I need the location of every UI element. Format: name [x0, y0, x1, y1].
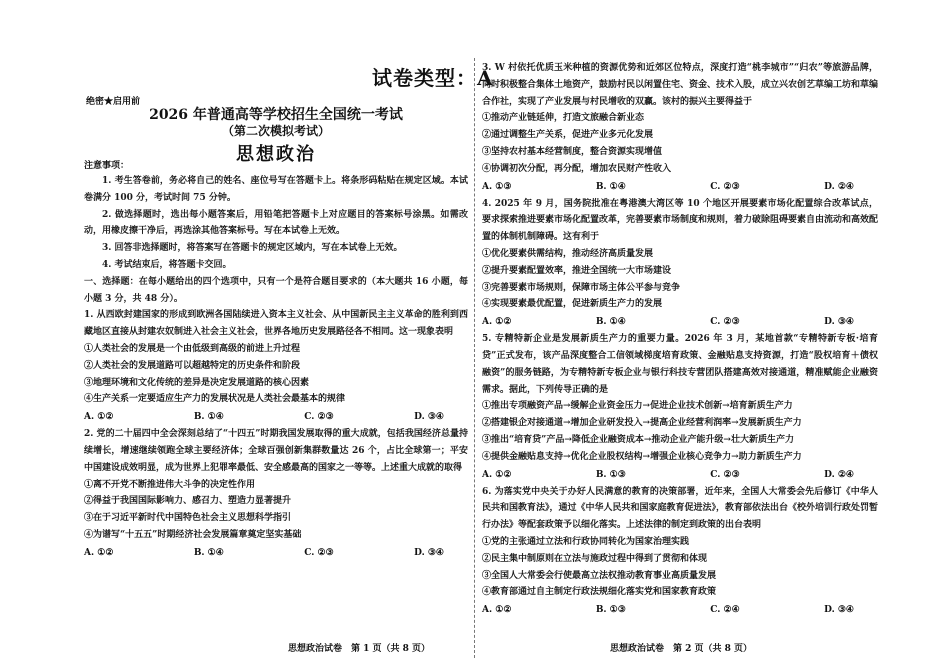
question-2-answers: [84, 544, 468, 562]
answer-choice: C. ②③: [304, 547, 334, 558]
answer-choice: C. ②④: [710, 605, 740, 616]
page-divider: [474, 58, 475, 658]
question-5-option: ③推出“培育贷”产品→降低企业融资成本→推动企业产能升级→壮大新质生产力: [482, 434, 794, 445]
question-3-option: ③坚持农村基本经营制度，整合资源实现增值: [482, 146, 663, 157]
question-1-option: ④生产关系一定要适应生产力的发展状况是人类社会最基本的规律: [84, 394, 346, 405]
exam-title: 2026 年普通高等学校招生全国统一考试: [149, 107, 403, 123]
question-5-option: ②搭建银企对接通道→增加企业研发投入→提高企业经营利润率→发展新质生产力: [482, 418, 802, 429]
question-4-option: ①优化要素供需结构，推动经济高质量发展: [482, 248, 654, 259]
question-6-stem: 6. 为落实党中央关于办好人民满意的教育的决策部署，近年来，全国人大常委会先后修订《中华人民共和国教育法》，通过《中华人民共和国家庭教育促进法》，教育部依法出台《校外培训行政处罚暂行办法》等配套政策予以细化落实。上述法律的制定到政策的出台表明: [482, 486, 879, 531]
answer-choice: A. ①②: [482, 469, 512, 480]
paper-type: 试卷类型：A: [372, 66, 494, 90]
answer-choice: D. ③④: [824, 605, 854, 616]
question-6-option: ②民主集中制原则在立法与施政过程中得到了贯彻和体现: [482, 553, 708, 564]
answer-choice: D. ③④: [414, 412, 444, 423]
question-4-option: ③完善要素市场规则，保障市场主体公平参与竞争: [482, 282, 681, 293]
question-5-stem: 5. 专精特新企业是发展新质生产力的重要力量。2026 年 3 月，某地首款“专精特新专板·培育贷”正式发布，该产品深度整合工信领域梯度培育政策、金融贴息支持资源，打造“股权培育＋债权融资”的服务链路，为专精特新专板企业与银行科技专营团队搭建高效对接通道，精准赋能企业融资需求。据此，下列传导正确的是: [482, 334, 878, 395]
answer-choice: B. ①④: [595, 317, 626, 328]
question-4-option: ④实现要素最优配置，促进新质生产力的发展: [482, 299, 663, 310]
answer-choice: D. ③④: [414, 547, 444, 558]
answer-choice: A. ①②: [84, 547, 114, 558]
question-6-option: ①党的主张通过立法和行政协同转化为国家治理实践: [482, 536, 690, 547]
question-6-option: ④教育部通过自主制定行政法规细化落实党和国家教育政策: [482, 587, 717, 598]
question-1-stem: 1. 从西欧封建国家的形成到欧洲各国陆续进入资本主义社会、从中国新民主主义革命的胜利到西藏地区直接从封建农奴制进入社会主义社会，世界各地历史发展路径各不相同。这一现象表明: [84, 310, 468, 338]
question-2-option: ③在于习近平新时代中国特色社会主义思想科学指引: [84, 513, 292, 524]
exam-subtitle: （第二次模拟考试）: [221, 124, 330, 138]
answer-choice: B. ①④: [193, 412, 224, 423]
answer-choice: B. ①③: [595, 469, 626, 480]
question-3-option: ②通过调整生产关系，促进产业多元化发展: [482, 130, 654, 141]
question-3-option: ④协调初次分配，再分配，增加农民财产性收入: [482, 163, 672, 174]
question-3-answers: [482, 178, 878, 196]
left-content: [84, 173, 468, 562]
answer-choice: D. ②④: [824, 469, 854, 480]
question-4-stem: 4. 2025 年 9 月，国务院批准在粤港澳大湾区等 10 个地区开展要素市场化配置综合改革试点，要求探索推进要素市场化配置改革，完善要素市场制度和规则，着力破除阻碍要素自由流动和高效配置的体制机制障碍。这有利于: [482, 198, 879, 243]
answer-choice: C. ②③: [710, 181, 740, 192]
answer-choice: D. ③④: [824, 317, 854, 328]
question-1-answers: [84, 408, 468, 426]
question-5-option: ④提供金融贴息支持→优化企业股权结构→增强企业核心竞争力→助力新质生产力: [482, 451, 802, 462]
question-1-option: ②人类社会的发展道路可以超越特定的历史条件和阶段: [84, 360, 301, 371]
answer-choice: B. ①④: [193, 547, 224, 558]
answer-choice: A. ①②: [482, 605, 512, 616]
question-1-option: ①人类社会的发展是一个由低级到高级的前进上升过程: [84, 343, 301, 354]
question-4-option: ②提升要素配置效率，推进全国统一大市场建设: [482, 265, 672, 276]
question-5-option: ①推出专项融资产品→缓解企业资金压力→促进企业技术创新→培育新质生产力: [482, 401, 793, 412]
question-2-option: ②得益于我国国际影响力、感召力、塑造力显著提升: [84, 496, 292, 507]
answer-choice: C. ②③: [710, 469, 740, 480]
answer-choice: A. ①②: [84, 412, 114, 423]
answer-choice: B. ①③: [595, 605, 626, 616]
page-footer-left: 思想政治试卷 第 1 页（共 8 页）: [288, 644, 431, 654]
question-2-option: ①离不开党不断推进伟大斗争的决定性作用: [84, 479, 256, 490]
question-6-answers: [482, 601, 878, 619]
question-3-option: ①推动产业链延伸，打造文旅融合新业态: [482, 113, 645, 124]
answer-choice: A. ①③: [482, 181, 512, 192]
question-2-option: ④为谱写“十五五”时期经济社会发展篇章奠定坚实基础: [84, 529, 302, 540]
notice-item: 3. 回答非选择题时，将答案写在答题卡的规定区域内，写在本试卷上无效。: [102, 243, 403, 254]
section-heading: 一、选择题：在每小题给出的四个选项中，只有一个是符合题目要求的（本大题共 16 小题，每小题 3 分，共 48 分）。: [84, 276, 468, 304]
answer-choice: D. ②④: [824, 181, 854, 192]
answer-choice: B. ①④: [595, 181, 626, 192]
question-1-option: ③地理环境和文化传统的差异是决定发展道路的核心因素: [84, 377, 310, 388]
question-3-stem: 3. W 村依托优质玉米种植的资源优势和近郊区位特点，深度打造“桃李城市”“归农”等旅游品牌，同时积极整合集体土地资产，鼓励村民以闲置住宅、资金、技术入股，成立兴农创艺草编工坊和草编合作社，实现了产业发展与村民增收的双赢。该村的振兴主要得益于: [482, 63, 879, 107]
notice-item: 4. 考试结束后，将答题卡交回。: [102, 259, 232, 270]
notice-heading: 注意事项：: [84, 161, 130, 171]
right-content: [482, 60, 878, 619]
question-2-stem: 2. 党的二十届四中全会深刻总结了“十四五”时期我国发展取得的重大成就，包括我国经济总量持续增长，增速继续领跑全球主要经济体；全球百强创新集群数量达 26 个，占比全球第一；平安中国建设成效明显，成为世界上犯罪率最低、安全感最高的国家之一等等。上述重大成就的取得: [84, 429, 468, 473]
subject-title: 思想政治: [236, 144, 316, 165]
notice-item: 2. 做选择题时，选出每小题答案后，用铅笔把答题卡上对应题目的答案标号涂黑。如需改动，用橡皮擦干净后，再选涂其他答案标号。写在本试卷上无效。: [84, 209, 468, 237]
question-5-answers: [482, 466, 878, 484]
notice-item: 1. 考生答卷前，务必将自己的姓名、座位号写在答题卡上。将条形码粘贴在规定区域。本试卷满分 100 分，考试时间 75 分钟。: [84, 176, 468, 203]
question-6-option: ③全国人大常委会行使最高立法权推动教育事业高质量发展: [482, 570, 717, 581]
question-4-answers: [482, 313, 878, 331]
answer-choice: C. ②③: [304, 412, 334, 423]
answer-choice: C. ②③: [710, 317, 740, 328]
page-footer-right: 思想政治试卷 第 2 页（共 8 页）: [610, 644, 753, 654]
answer-choice: A. ①②: [482, 317, 512, 328]
secret-label: 绝密★启用前: [86, 97, 141, 107]
